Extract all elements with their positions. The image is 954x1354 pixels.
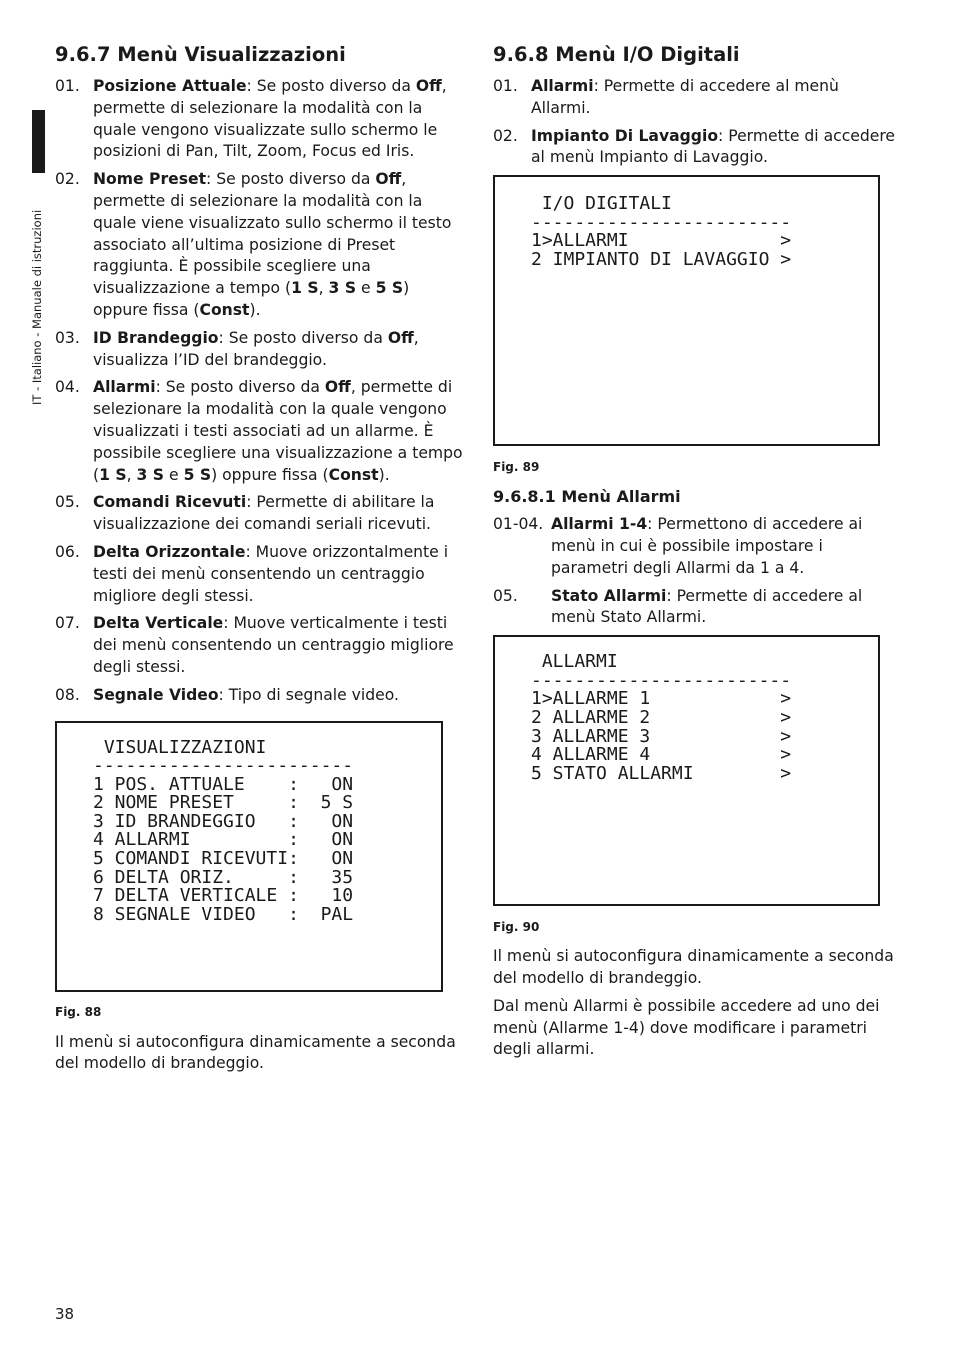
screen-title: ALLARMI bbox=[531, 651, 618, 673]
screen-separator: ------------------------ bbox=[93, 755, 354, 777]
item-term: Stato Allarmi bbox=[551, 586, 667, 605]
screen-menu-row: 6 DELTA ORIZ. : 35 bbox=[93, 866, 354, 888]
sidebar-language-label: IT - Italiano - Manuale di istruzioni bbox=[30, 209, 44, 405]
item-term: Delta Orizzontale bbox=[93, 542, 246, 561]
item-number: 07. bbox=[55, 614, 80, 633]
item-term: Posizione Attuale bbox=[93, 77, 247, 95]
paragraph-list bbox=[493, 946, 898, 1061]
section-heading-visualizzazioni: 9.6.7 Menù Visualizzazioni bbox=[55, 43, 346, 66]
screen-menu-row: 8 SEGNALE VIDEO : PAL bbox=[93, 903, 354, 925]
screen-title: VISUALIZZAZIONI bbox=[93, 736, 267, 758]
item-number: 02. bbox=[55, 170, 80, 189]
sidebar-marker bbox=[32, 110, 45, 173]
screen-menu-row: 1>ALLARME 1 > bbox=[531, 688, 792, 710]
paragraph: Dal menù Allarmi è possibile accedere ad uno dei menù (Allarme 1-4) dove modificare i parametri degli allarmi. bbox=[493, 996, 880, 1059]
screen-menu-row: 1 POS. ATTUALE : ON bbox=[93, 773, 354, 795]
item-text: ID Brandeggio: Se posto diverso da Off, visualizza l’ID del brandeggio. bbox=[93, 328, 419, 369]
list-item bbox=[55, 328, 463, 372]
list-item bbox=[55, 542, 463, 607]
item-text: Segnale Video: Tipo di segnale video. bbox=[93, 685, 399, 704]
page-number: 38 bbox=[55, 1305, 75, 1323]
item-list-allarmi bbox=[493, 514, 898, 629]
item-term: Allarmi 1-4 bbox=[551, 515, 648, 534]
osd-screen-io-digitali bbox=[493, 175, 880, 446]
item-text: Posizione Attuale: Se posto diverso da Off, permette di selezionare la modalità con la quale vengono visualizzate sullo schermo le posizioni di Pan, Tilt, Zoom, Focus ed Iris. bbox=[93, 77, 447, 161]
list-item bbox=[55, 169, 463, 322]
item-list-io-digitali bbox=[493, 76, 898, 169]
item-number: 05. bbox=[55, 493, 80, 512]
screen-title: I/O DIGITALI bbox=[531, 193, 672, 215]
item-list-visualizzazioni bbox=[55, 76, 463, 707]
figure-caption: Fig. 88 bbox=[55, 1004, 102, 1019]
list-item bbox=[55, 492, 463, 536]
list-item bbox=[493, 514, 898, 579]
item-number: 02. bbox=[493, 126, 518, 145]
screen-menu-row: 3 ALLARME 3 > bbox=[531, 725, 792, 747]
osd-screen-visualizzazioni bbox=[55, 721, 443, 992]
screen-menu-row: 5 STATO ALLARMI > bbox=[531, 762, 792, 784]
item-number: 01. bbox=[55, 77, 80, 95]
osd-screen-allarmi bbox=[493, 635, 880, 906]
item-text: Nome Preset: Se posto diverso da Off, permette di selezionare la modalità con la quale viene visualizzato sullo schermo il testo associato all’ultima posizione di Preset raggiunta. È possibile scegliere una visualizzazione a tempo (1 S, 3 S e 5 S) oppure fissa (Const). bbox=[93, 170, 452, 319]
item-term: Segnale Video bbox=[93, 685, 219, 704]
item-term: Delta Verticale bbox=[93, 614, 224, 633]
screen-separator: ------------------------ bbox=[531, 211, 792, 233]
item-number: 01-04. bbox=[493, 515, 544, 534]
list-item bbox=[55, 377, 463, 486]
list-item bbox=[493, 586, 898, 630]
item-number: 06. bbox=[55, 542, 80, 561]
figure-caption: Fig. 89 bbox=[493, 460, 540, 475]
item-term: Nome Preset bbox=[93, 170, 207, 189]
screen-menu-row: 2 IMPIANTO DI LAVAGGIO > bbox=[531, 248, 792, 270]
item-number: 01. bbox=[493, 77, 518, 95]
left-column bbox=[55, 42, 463, 1081]
screen-menu-row: 5 COMANDI RICEVUTI: ON bbox=[93, 848, 354, 870]
item-text: Allarmi: Se posto diverso da Off, permette di selezionare la modalità con la quale vengono visualizzati i testi associati ad un allarme. È possibile scegliere una visualizzazione a tempo (1 S, 3 S e 5 S) oppure fissa (Const). bbox=[93, 378, 463, 484]
screen-menu-row: 1>ALLARMI > bbox=[531, 230, 792, 252]
item-text: Stato Allarmi: Permette di accedere al menù Stato Allarmi. bbox=[551, 586, 863, 627]
list-item bbox=[55, 613, 463, 678]
item-text: Allarmi 1-4: Permettono di accedere ai menù in cui è possibile impostare i parametri degli Allarmi da 1 a 4. bbox=[551, 515, 863, 577]
item-number: 04. bbox=[55, 378, 80, 397]
item-text: Delta Verticale: Muove verticalmente i testi dei menù consentendo un centraggio migliore degli stessi. bbox=[93, 614, 454, 676]
screen-menu-row: 2 ALLARME 2 > bbox=[531, 706, 792, 728]
screen-separator: ------------------------ bbox=[531, 669, 792, 691]
subsection-heading-allarmi: 9.6.8.1 Menù Allarmi bbox=[493, 487, 681, 507]
list-item bbox=[55, 76, 463, 163]
figure-caption: Fig. 90 bbox=[493, 920, 540, 935]
item-term: ID Brandeggio bbox=[93, 328, 219, 347]
screen-menu-row: 4 ALLARME 4 > bbox=[531, 744, 792, 766]
item-number: 03. bbox=[55, 328, 80, 347]
list-item bbox=[493, 126, 898, 170]
screen-menu-row: 3 ID BRANDEGGIO : ON bbox=[93, 810, 354, 832]
screen-menu-row: 4 ALLARMI : ON bbox=[93, 829, 354, 851]
item-number: 05. bbox=[493, 586, 518, 605]
item-term: Impianto Di Lavaggio bbox=[531, 126, 719, 145]
list-item bbox=[493, 76, 898, 120]
item-term: Allarmi bbox=[93, 378, 156, 397]
section-heading-io-digitali: 9.6.8 Menù I/O Digitali bbox=[493, 43, 740, 66]
right-column bbox=[493, 42, 898, 1067]
item-text: Impianto Di Lavaggio: Permette di accedere al menù Impianto di Lavaggio. bbox=[531, 126, 896, 167]
paragraph: Il menù si autoconfigura dinamicamente a seconda del modello di brandeggio. bbox=[55, 1032, 456, 1073]
item-term: Allarmi bbox=[531, 77, 594, 95]
item-text: Comandi Ricevuti: Permette di abilitare la visualizzazione dei comandi seriali ricevuti. bbox=[93, 493, 435, 534]
item-text: Delta Orizzontale: Muove orizzontalmente i testi dei menù consentendo un centraggio migliore degli stessi. bbox=[93, 542, 449, 605]
item-term: Comandi Ricevuti bbox=[93, 493, 247, 512]
item-text: Allarmi: Permette di accedere al menù Allarmi. bbox=[531, 77, 839, 117]
paragraph: Il menù si autoconfigura dinamicamente a seconda del modello di brandeggio. bbox=[493, 947, 894, 987]
item-number: 08. bbox=[55, 685, 80, 704]
screen-menu-row: 7 DELTA VERTICALE : 10 bbox=[93, 885, 354, 907]
list-item bbox=[55, 685, 463, 707]
screen-menu-row: 2 NOME PRESET : 5 S bbox=[93, 792, 354, 814]
